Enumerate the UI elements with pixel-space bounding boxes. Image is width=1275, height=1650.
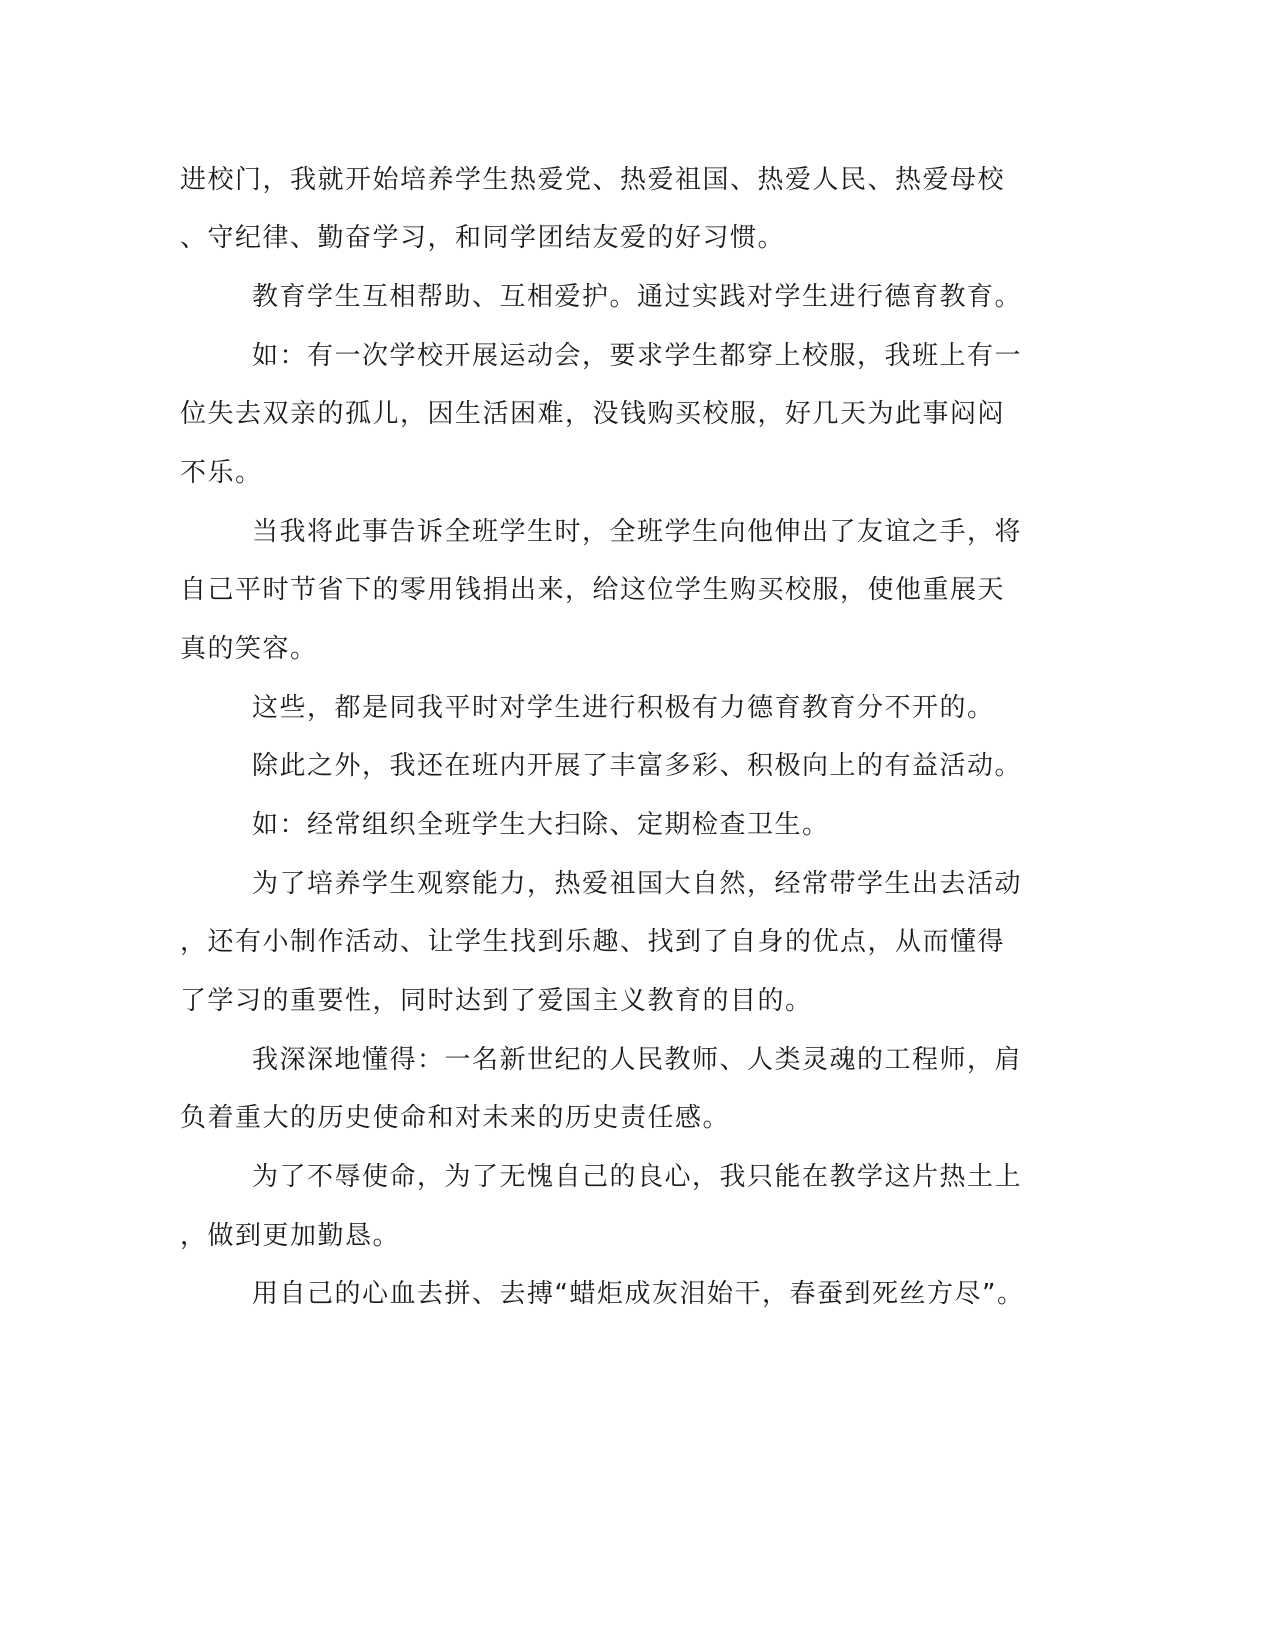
text-line: 进校门，我就开始培养学生热爱党、热爱祖国、热爱人民、热爱母校 xyxy=(180,165,1006,195)
text-line: 这些，都是同我平时对学生进行积极有力德育教育分不开的。 xyxy=(252,693,995,723)
text-line: 用自己的心血去拼、去搏“蜡炬成灰泪始干，春蚕到死丝方尽”。 xyxy=(252,1279,1025,1309)
text-line: 当我将此事告诉全班学生时，全班学生向他伸出了友谊之手，将 xyxy=(252,517,1023,547)
text-line: 教育学生互相帮助、互相爱护。通过实践对学生进行德育教育。 xyxy=(252,282,1023,312)
text-line: 真的笑容。 xyxy=(180,634,318,664)
text-line: 我深深地懂得：一名新世纪的人民教师、人类灵魂的工程师，肩 xyxy=(252,1045,1023,1075)
text-line: 如：经常组织全班学生大扫除、定期检查卫生。 xyxy=(252,810,830,840)
text-line: 如：有一次学校开展运动会，要求学生都穿上校服，我班上有一 xyxy=(252,341,1023,371)
text-line: 为了培养学生观察能力，热爱祖国大自然，经常带学生出去活动 xyxy=(252,869,1023,899)
text-line: ，还有小制作活动、让学生找到乐趣、找到了自身的优点，从而懂得 xyxy=(180,927,1006,957)
text-line: ，做到更加勤恳。 xyxy=(180,1221,401,1251)
text-line: 了学习的重要性，同时达到了爱国主义教育的目的。 xyxy=(180,986,813,1016)
text-line: 为了不辱使命，为了无愧自己的良心，我只能在教学这片热土上 xyxy=(252,1162,1023,1192)
text-line: 除此之外，我还在班内开展了丰富多彩、积极向上的有益活动。 xyxy=(252,751,1023,781)
text-line: 不乐。 xyxy=(180,458,263,488)
text-line: 位失去双亲的孤儿，因生活困难，没钱购买校服，好几天为此事闷闷 xyxy=(180,399,1006,429)
text-line: 、守纪律、勤奋学习，和同学团结友爱的好习惯。 xyxy=(180,223,786,253)
text-line: 自己平时节省下的零用钱捐出来，给这位学生购买校服，使他重展天 xyxy=(180,575,1006,605)
text-line: 负着重大的历史使命和对未来的历史责任感。 xyxy=(180,1103,731,1133)
